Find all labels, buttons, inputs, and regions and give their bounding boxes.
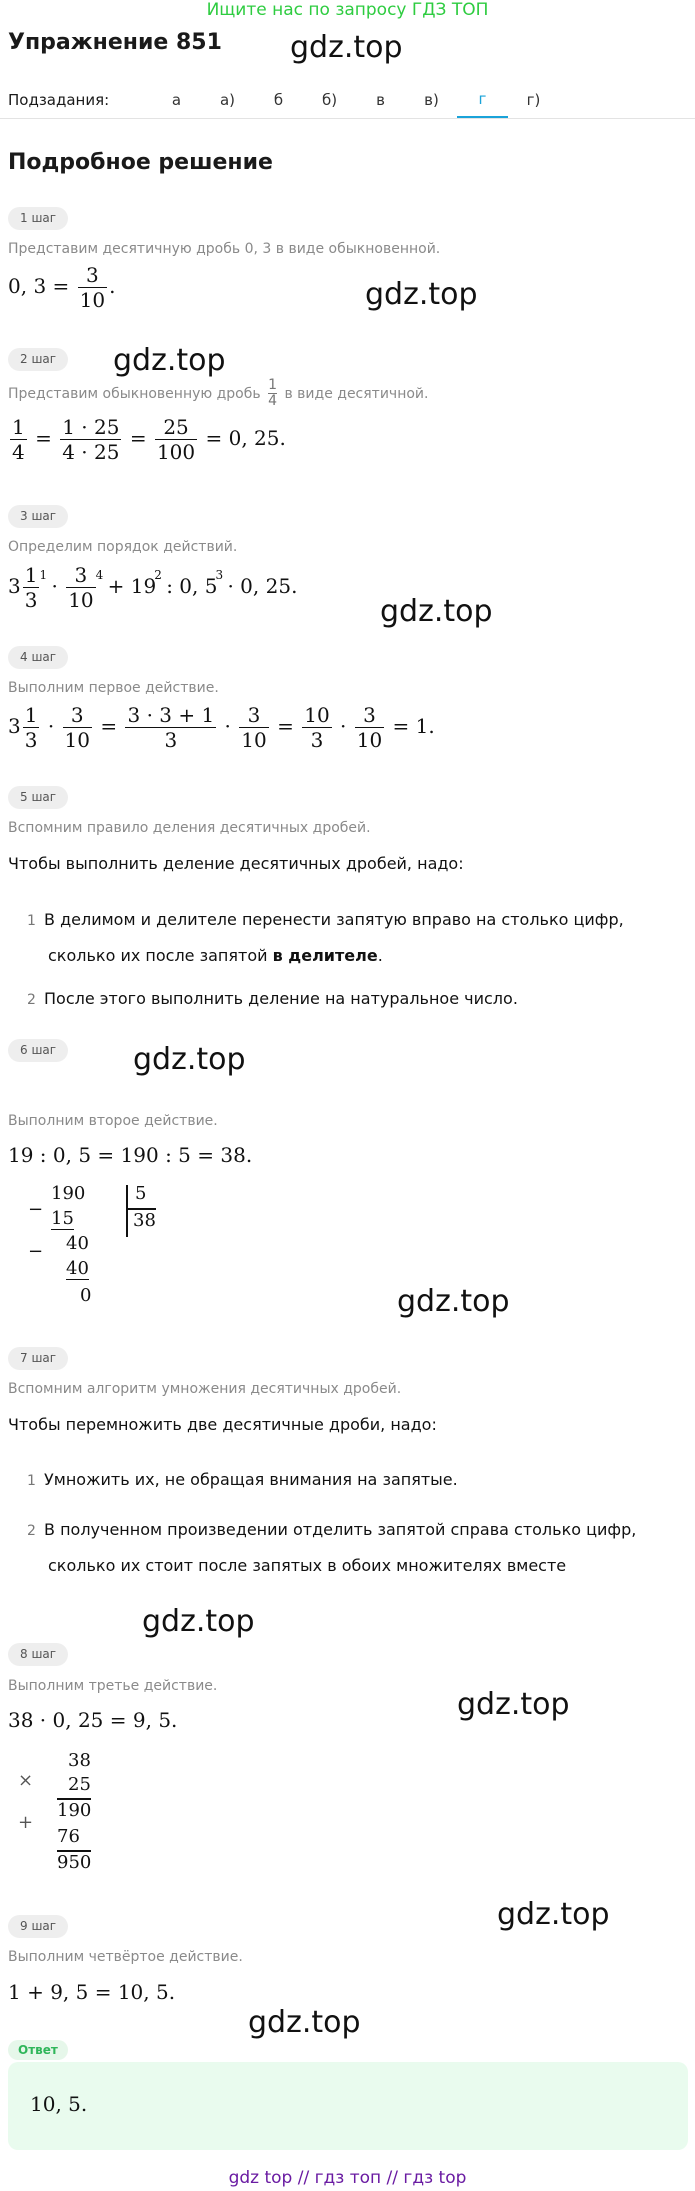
- formula-step-6: 19 : 0, 5 = 190 : 5 = 38.: [8, 1143, 253, 1167]
- answer-badge: Ответ: [8, 2040, 68, 2060]
- watermark: gdz.top: [457, 1687, 570, 1722]
- list-item-continuation: сколько их стоит после запятых в обоих множителях вместе: [48, 1556, 567, 1575]
- step-text-after: в виде десятичной.: [284, 385, 429, 402]
- top-banner: Ищите нас по запросу ГДЗ ТОП: [206, 0, 489, 20]
- watermark: gdz.top: [113, 343, 226, 378]
- formula-step-4: 3 $\frac{1}{3}$ · $\frac{3}{10}$ = $\frac{3 \cdot 3 + 1}{3}$ · $\frac{3}{10}$ = $\frac{10}{3}$ · $\frac{3}{10}$ = 1.: [8, 703, 435, 752]
- tab-a[interactable]: а: [171, 91, 182, 109]
- step-text: Выполним четвёртое действие.: [8, 1949, 243, 1965]
- tab-b-paren[interactable]: б): [321, 91, 338, 109]
- watermark: gdz.top: [397, 1284, 510, 1319]
- watermark: gdz.top: [497, 1897, 610, 1932]
- formula-step-9: 1 + 9, 5 = 10, 5.: [8, 1980, 176, 2004]
- watermark: gdz.top: [290, 30, 403, 65]
- answer-box: [8, 2062, 688, 2150]
- list-item: В полученном произведении отделить запятой справа столько цифр,: [44, 1520, 637, 1539]
- rule-intro: Чтобы выполнить деление десятичных дробей, надо:: [8, 854, 464, 873]
- tab-v[interactable]: в: [376, 91, 385, 109]
- formula-step-1: 0, 3 = $\frac{3}{10}$ .: [8, 263, 116, 312]
- tab-v-paren[interactable]: в): [424, 91, 439, 109]
- list-number: 1: [27, 1473, 36, 1489]
- watermark: gdz.top: [365, 277, 478, 312]
- list-item: В делимом и делителе перенести запятую вправо на столько цифр,: [44, 910, 624, 929]
- step-text: [8, 378, 428, 410]
- section-title: Подробное решение: [8, 150, 273, 175]
- step-text: Выполним третье действие.: [8, 1678, 218, 1694]
- list-item: После этого выполнить деление на натуральное число.: [44, 989, 518, 1008]
- formula-step-2: $\frac{1}{4}$ = $\frac{1 \cdot 25}{4 \cdot 25}$ = $\frac{25}{100}$ = 0, 25.: [12, 415, 286, 464]
- divider: [0, 118, 695, 119]
- formula-step-3: 3 $\frac{1}{3}$ $^1$ · $\frac{3}{10}$ $^4 + 19^2$ : 0, $5^3 \cdot 0$, 25.: [8, 563, 298, 612]
- answer-value: 10, 5.: [30, 2092, 88, 2116]
- list-number: 1: [27, 913, 36, 929]
- watermark: gdz.top: [133, 1042, 246, 1077]
- step-badge: 7 шаг: [8, 1347, 68, 1370]
- step-text: Вспомним правило деления десятичных дробей.: [8, 820, 371, 836]
- step-badge: 1 шаг: [8, 207, 68, 230]
- subtasks-bar: [0, 82, 695, 118]
- step-badge: 8 шаг: [8, 1643, 68, 1666]
- small-fraction: $\frac{1}{4}$: [268, 377, 278, 410]
- step-badge: 2 шаг: [8, 348, 68, 371]
- step-text: Выполним второе действие.: [8, 1113, 218, 1129]
- watermark: gdz.top: [142, 1604, 255, 1639]
- step-badge: 6 шаг: [8, 1039, 68, 1062]
- formula-step-8: 38 · 0, 25 = 9, 5.: [8, 1708, 178, 1732]
- step-text: Определим порядок действий.: [8, 539, 238, 555]
- tab-g-paren[interactable]: г): [526, 91, 541, 109]
- watermark: gdz.top: [380, 594, 493, 629]
- long-multiplication: × 38 25 190 + 76 950: [18, 1750, 92, 1873]
- step-text: Представим десятичную дробь 0, 3 в виде обыкновенной.: [8, 241, 441, 257]
- step-badge: 3 шаг: [8, 505, 68, 528]
- subtasks-label: Подзадания:: [8, 91, 110, 109]
- list-item-continuation: сколько их после запятой в делителе.: [48, 946, 383, 965]
- step-text: Выполним первое действие.: [8, 680, 219, 696]
- exercise-title: Упражнение 851: [8, 30, 222, 55]
- step-badge: 4 шаг: [8, 646, 68, 669]
- footer-links[interactable]: gdz top // гдз топ // гдз top: [228, 2168, 467, 2188]
- list-number: 2: [27, 992, 36, 1008]
- tab-b[interactable]: б: [273, 91, 284, 109]
- long-division: − 190 15 − 40 40 0 5 38: [28, 1183, 156, 1306]
- watermark: gdz.top: [248, 2005, 361, 2040]
- list-number: 2: [27, 1523, 36, 1539]
- list-item: Умножить их, не обращая внимания на запятые.: [44, 1470, 458, 1489]
- step-text: Вспомним алгоритм умножения десятичных дробей.: [8, 1381, 402, 1397]
- step-badge: 5 шаг: [8, 786, 68, 809]
- tab-g-active[interactable]: г: [457, 82, 508, 119]
- step-badge: 9 шаг: [8, 1915, 68, 1938]
- tab-a-paren[interactable]: а): [219, 91, 236, 109]
- step-text-before: Представим обыкновенную дробь: [8, 385, 261, 402]
- rule-intro: Чтобы перемножить две десятичные дроби, надо:: [8, 1415, 437, 1434]
